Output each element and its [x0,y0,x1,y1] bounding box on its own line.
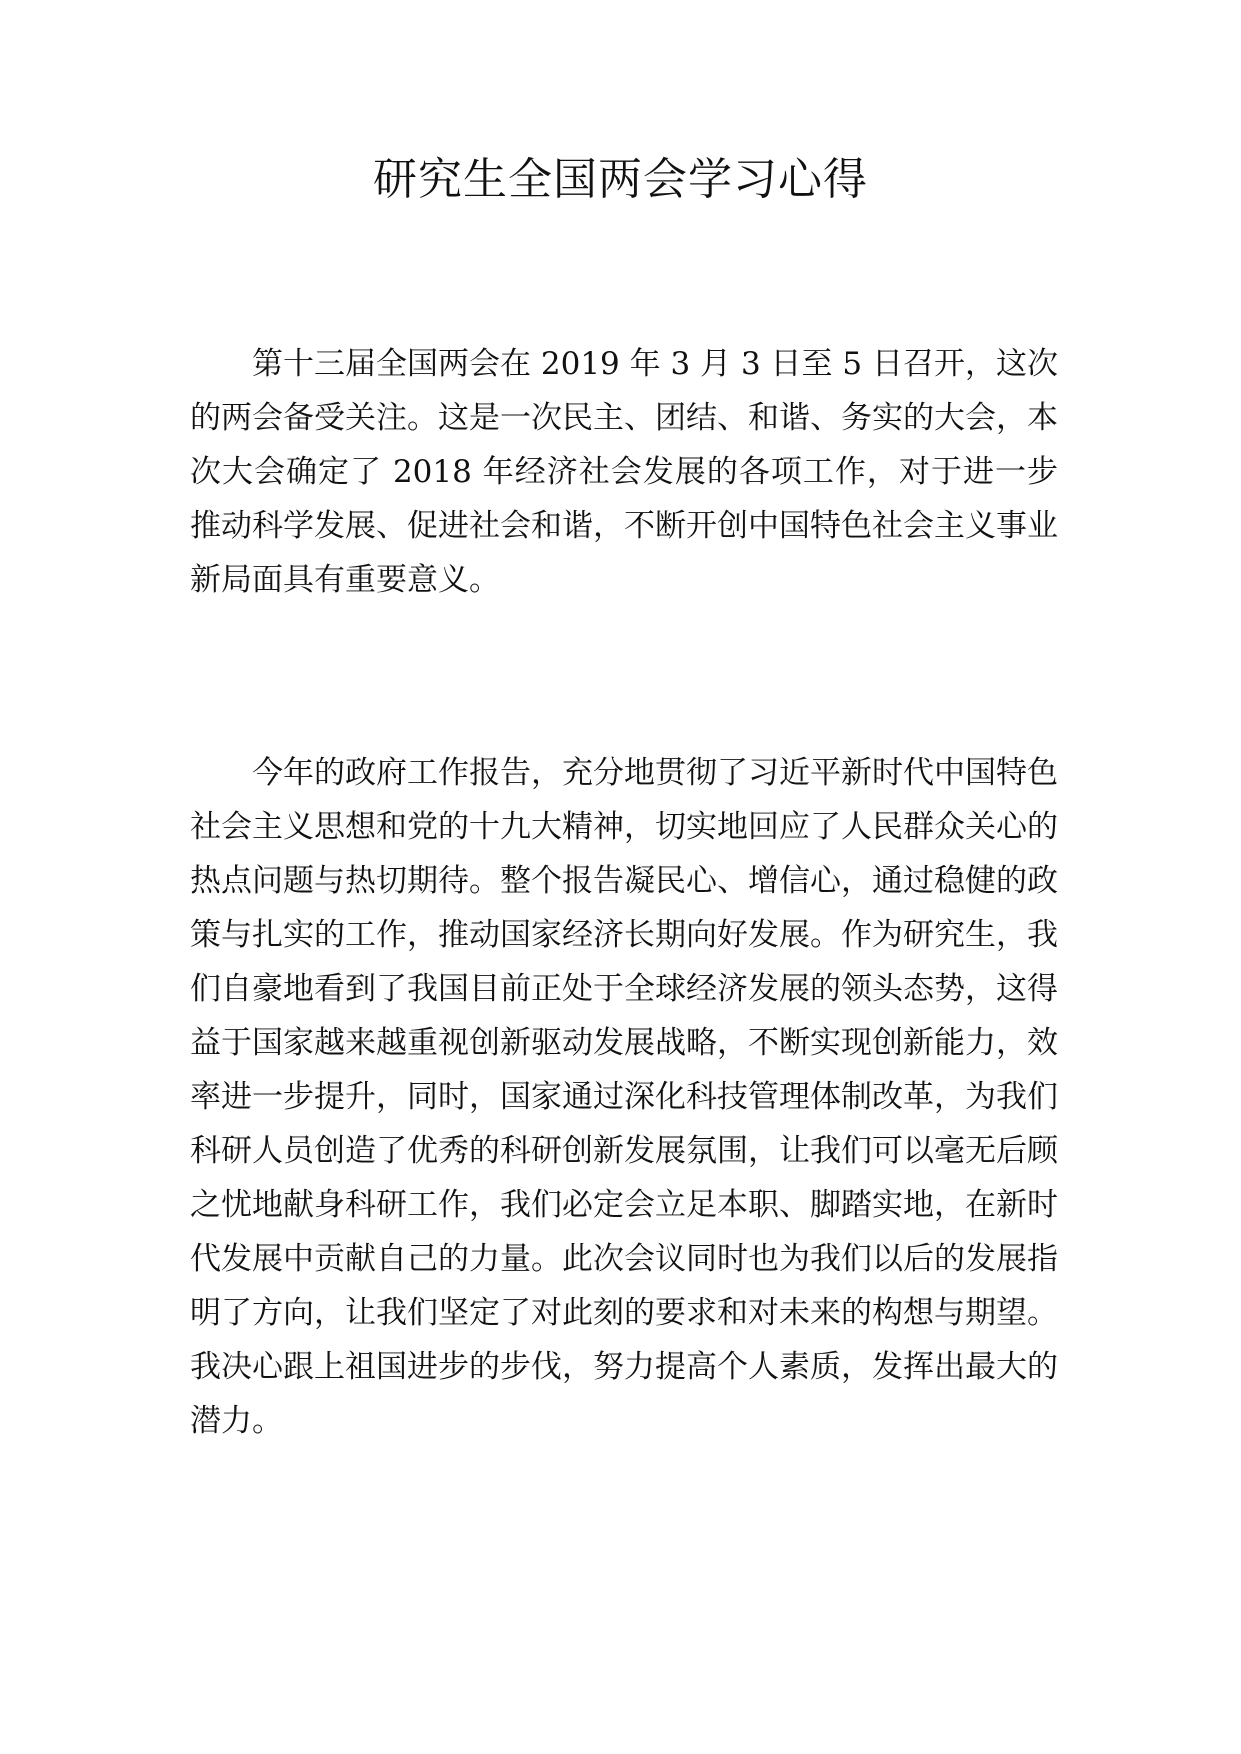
paragraph-1: 第十三届全国两会在 2019 年 3 月 3 日至 5 日召开，这次的两会备受关注。这是一次民主、团结、和谐、务实的大会，本次大会确定了 2018 年经济社会发展的各项工作，对于进一步推动科学发展、促进社会和谐，不断开创中国特色社会主义事业新局面具有重要意义。 [190,346,1058,598]
paragraph-2: 今年的政府工作报告，充分地贯彻了习近平新时代中国特色社会主义思想和党的十九大精神，切实地回应了人民群众关心的热点问题与热切期待。整个报告凝民心、增信心，通过稳健的政策与扎实的工作，推动国家经济长期向好发展。作为研究生，我们自豪地看到了我国目前正处于全球经济发展的领头态势，这得益于国家越来越重视创新驱动发展战略，不断实现创新能力，效率进一步提升，同时，国家通过深化科技管理体制改革，为我们科研人员创造了优秀的科研创新发展氛围，让我们可以毫无后顾之忧地献身科研工作，我们必定会立足本职、脚踏实地，在新时代发展中贡献自己的力量。此次会议同时也为我们以后的发展指明了方向，让我们坚定了对此刻的要求和对未来的构想与期望。我决心跟上祖国进步的步伐，努力提高个人素质，发挥出最大的潜力。 [190,755,1058,1439]
document-title: 研究生全国两会学习心得 [373,154,868,205]
